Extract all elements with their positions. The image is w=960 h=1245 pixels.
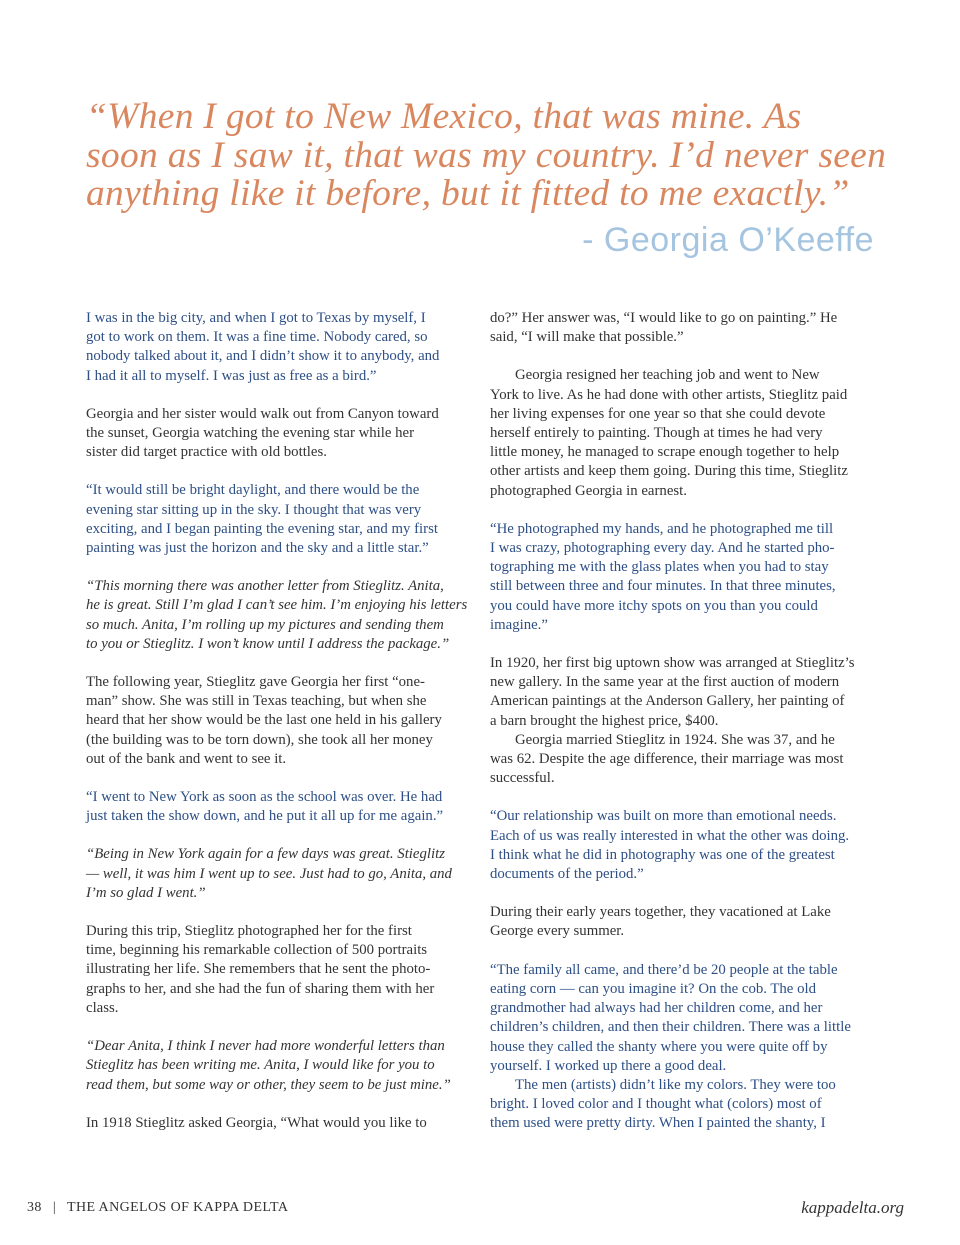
paragraph-line: American paintings at the Anderson Gallery, her painting of [490,693,845,710]
paragraph-line: eating corn — can you imagine it? On the cob. The old [490,980,816,997]
article-paragraph [490,654,875,731]
right-column [490,309,875,1153]
paragraph-line: read them, but some way or other, they seem to be just mine.” [86,1076,451,1093]
article-paragraph [490,961,875,1076]
paragraph-line: a barn brought the highest price, $400. [490,712,719,729]
footer-left [27,1200,288,1216]
paragraph-line: “He photographed my hands, and he photographed me till [490,520,834,537]
website-url: kappadelta.org [801,1198,904,1217]
paragraph-line: was 62. Despite the age difference, their marriage was most [490,751,844,768]
paragraph-line: herself entirely to painting. Though at times he had very [490,425,823,442]
paragraph-line: The following year, Stieglitz gave Georgia her first “one- [86,674,425,691]
paragraph-line: painting was just the horizon and the sky and a little star.” [86,540,429,557]
paragraph-line: graphs to her, and she had the fun of sharing them with her [86,980,435,997]
paragraph-line: During this trip, Stieglitz photographed her for the first [86,923,412,940]
paragraph-line: I think what he did in photography was one of the greatest [490,846,835,863]
left-column [86,309,466,1152]
paragraph-line: “Our relationship was built on more than emotional needs. [490,808,837,825]
paragraph-line: just taken the show down, and he put it all up for me again.” [86,808,444,825]
paragraph-line: tographing me with the glass plates when you had to stay [490,559,829,576]
paragraph-line: In 1920, her first big uptown show was arranged at Stieglitz’s [490,655,855,672]
paragraph-line: grandmother had always had her children come, and her [490,1000,823,1017]
paragraph-line: time, beginning his remarkable collection of 500 portraits [86,942,428,959]
paragraph-line: house they called the shanty where you were quite off by [490,1038,828,1055]
paragraph-line: man” show. She was still in Texas teaching, but when she [86,693,427,710]
paragraph-line: imagine.” [490,616,548,633]
paragraph-line: During their early years together, they vacationed at Lake [490,904,831,921]
paragraph-line: sister did target practice with old bottles. [86,444,327,461]
paragraph-line: The men (artists) didn’t like my colors. They were too [515,1076,836,1093]
article-paragraph [86,481,466,558]
paragraph-line: “The family all came, and there’d be 20 people at the table [490,961,838,978]
article-paragraph [490,520,875,635]
article-paragraph [86,788,466,826]
paragraph-line: I’m so glad I went.” [86,884,206,901]
paragraph-line: “This morning there was another letter from Stieglitz. Anita, [86,578,444,595]
article-paragraph [490,1076,875,1134]
paragraph-line: exciting, and I began painting the evening star, and my first [86,520,438,537]
paragraph-line: little money, he managed to scrape enough together to help [490,444,840,461]
paragraph-line: bright. I loved color and I thought what (colors) most of [490,1096,822,1113]
paragraph-line: he is great. Still I’m glad I can’t see him. I’m enjoying his letters [86,597,468,614]
article-paragraph [490,807,875,884]
paragraph-line: new gallery. In the same year at the first auction of modern [490,674,840,691]
paragraph-line: (the building was to be torn down), she took all her money [86,731,433,748]
article-paragraph [490,903,875,941]
paragraph-line: successful. [490,770,555,787]
article-paragraph [86,405,466,463]
article-paragraph [490,309,875,347]
paragraph-line: George every summer. [490,923,625,940]
article-paragraph [86,845,466,903]
publication-name: THE ANGELOS OF KAPPA DELTA [67,1200,289,1215]
paragraph-line: I had it all to myself. I was just as free as a bird.” [86,367,377,384]
paragraph-line: Stieglitz has been writing me. Anita, I would like for you to [86,1057,435,1074]
paragraph-line: you could have more itchy spots on you than you could [490,597,818,614]
paragraph-line: “It would still be bright daylight, and there would be the [86,482,420,499]
paragraph-line: photographed Georgia in earnest. [490,482,687,499]
paragraph-line: Georgia married Stieglitz in 1924. She was 37, and he [515,731,835,748]
footer-separator: | [52,1200,57,1215]
article-paragraph [86,922,466,1018]
paragraph-line: In 1918 Stieglitz asked Georgia, “What would you like to [86,1114,427,1131]
article-paragraph [490,731,875,789]
paragraph-line: “I went to New York as soon as the school was over. He had [86,789,443,806]
paragraph-line: heard that her show would be the last one held in his gallery [86,712,442,729]
paragraph-line: the sunset, Georgia watching the evening star while her [86,425,415,442]
page-number: 38 [27,1200,42,1215]
paragraph-line: her living expenses for one year so that she could devote [490,405,826,422]
paragraph-line: do?” Her answer was, “I would like to go on painting.” He [490,310,838,326]
article-paragraph [86,673,466,769]
paragraph-line: to you or Stieglitz. I won’t know until I address the package.” [86,635,450,652]
paragraph-line: I was crazy, photographing every day. And he started pho- [490,540,835,557]
paragraph-line: “Dear Anita, I think I never had more wonderful letters than [86,1038,445,1055]
article-paragraph [86,1114,466,1133]
paragraph-line: “Being in New York again for a few days was great. Stieglitz [86,846,445,863]
paragraph-line: children’s children, and then their children. There was a little [490,1019,851,1036]
pull-quote-attribution: - Georgia O’Keeffe [582,221,874,259]
paragraph-line: said, “I will make that possible.” [490,329,684,346]
paragraph-line: Each of us was really interested in what the other was doing. [490,827,850,844]
paragraph-line: yourself. I worked up there a good deal. [490,1057,727,1074]
pull-quote-line: soon as I saw it, that was my country. I’d never seen [86,134,887,176]
paragraph-line: Georgia and her sister would walk out from Canyon toward [86,405,439,422]
paragraph-line: got to work on them. It was a fine time. Nobody cared, so [86,329,428,346]
paragraph-line: other artists and keep them going. During this time, Stieglitz [490,463,848,480]
paragraph-line: I was in the big city, and when I got to Texas by myself, I [86,310,426,326]
paragraph-line: out of the bank and went to see it. [86,750,287,767]
paragraph-line: so much. Anita, I’m rolling up my pictures and sending them [86,616,444,633]
pull-quote-line: “When I got to New Mexico, that was mine. As [86,96,802,137]
article-paragraph [86,577,466,654]
pull-quote-line: anything like it before, but it fitted to me exactly.” [86,173,850,214]
paragraph-line: documents of the period.” [490,866,644,883]
paragraph-line: York to live. As he had done with other artists, Stieglitz paid [490,386,848,403]
article-paragraph [86,1037,466,1095]
paragraph-line: — well, it was him I went up to see. Just had to go, Anita, and [86,865,452,882]
article-paragraph [86,309,466,386]
pull-quote [86,98,886,214]
article-paragraph [490,366,875,500]
paragraph-line: class. [86,999,119,1016]
paragraph-line: Georgia resigned her teaching job and went to New [515,367,820,384]
paragraph-line: nobody talked about it, and I didn’t show it to anybody, and [86,348,440,365]
paragraph-line: still between three and four minutes. In that three minutes, [490,578,836,595]
paragraph-line: illustrating her life. She remembers that he sent the photo- [86,961,431,978]
paragraph-line: them used were pretty dirty. When I painted the shanty, I [490,1115,826,1132]
paragraph-line: evening star sitting up in the sky. I thought that was very [86,501,422,518]
